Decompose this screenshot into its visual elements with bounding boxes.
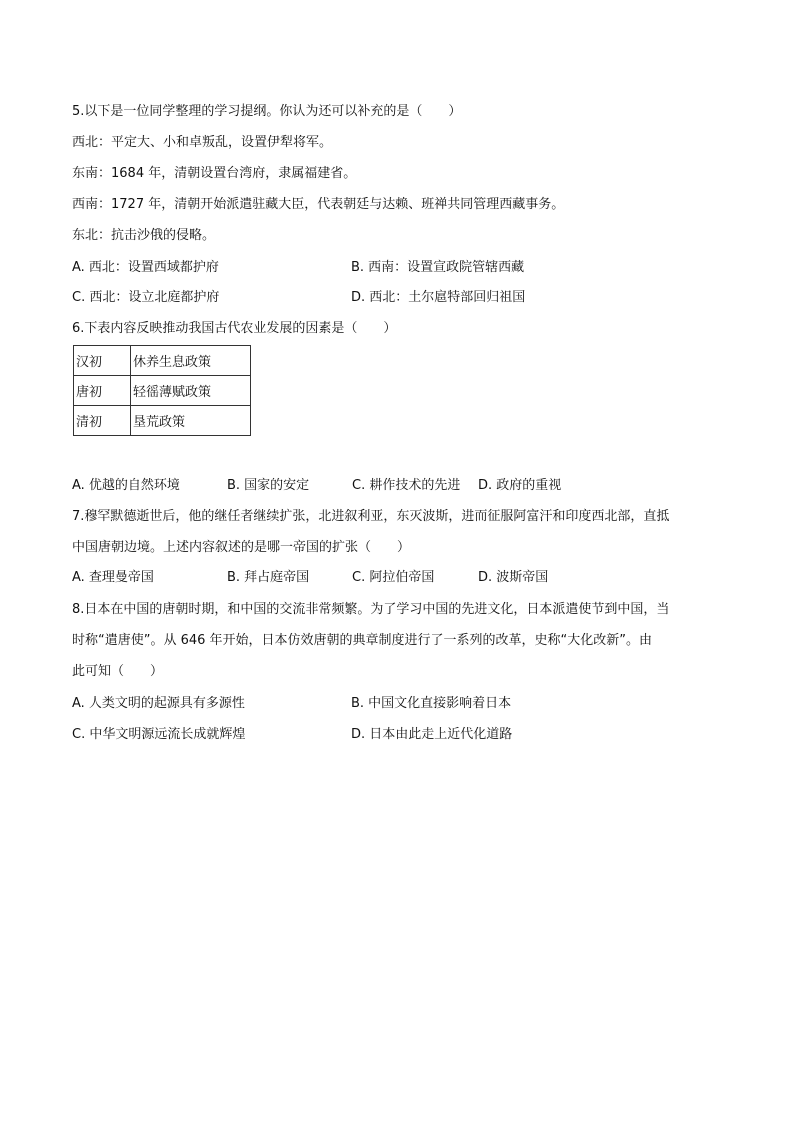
q8-option-c[interactable]: C. 中华文明源远流长成就辉煌	[72, 727, 246, 742]
table-cell-period: 汉初	[74, 346, 131, 376]
q5-stem: 5.以下是一位同学整理的学习提纲。你认为还可以补充的是（ ）	[72, 104, 462, 119]
table-cell-period: 清初	[74, 406, 131, 436]
q5-line-southeast: 东南：1684 年，清朝设置台湾府，隶属福建省。	[72, 166, 357, 181]
q7-stem-line-2: 中国唐朝边境。上述内容叙述的是哪一帝国的扩张（ ）	[72, 540, 411, 555]
q6-option-a[interactable]: A. 优越的自然环境	[72, 478, 180, 493]
table-row	[74, 346, 251, 376]
q6-option-b[interactable]: B. 国家的安定	[227, 478, 310, 493]
q6-table	[73, 345, 251, 436]
q5-option-d[interactable]: D. 西北：土尔扈特部回归祖国	[351, 290, 526, 305]
q5-option-a[interactable]: A. 西北：设置西域都护府	[72, 260, 219, 275]
table-row	[74, 406, 251, 436]
q8-option-a[interactable]: A. 人类文明的起源具有多源性	[72, 696, 245, 711]
table-cell-policy: 休养生息政策	[131, 346, 251, 376]
q8-option-d[interactable]: D. 日本由此走上近代化道路	[351, 727, 513, 742]
q7-option-c[interactable]: C. 阿拉伯帝国	[352, 570, 435, 585]
table-row	[74, 376, 251, 406]
q5-line-southwest: 西南：1727 年，清朝开始派遣驻藏大臣，代表朝廷与达赖、班禅共同管理西藏事务。	[72, 197, 565, 212]
q5-line-northeast: 东北：抗击沙俄的侵略。	[72, 228, 216, 243]
table-cell-policy: 垦荒政策	[131, 406, 251, 436]
q6-option-c[interactable]: C. 耕作技术的先进	[352, 478, 461, 493]
q7-option-d[interactable]: D. 波斯帝国	[478, 570, 549, 585]
table-cell-policy: 轻徭薄赋政策	[131, 376, 251, 406]
q8-option-b[interactable]: B. 中国文化直接影响着日本	[351, 696, 512, 711]
q5-option-b[interactable]: B. 西南：设置宣政院管辖西藏	[351, 260, 525, 275]
q5-option-c[interactable]: C. 西北：设立北庭都护府	[72, 290, 220, 305]
q8-stem-line-1: 8.日本在中国的唐朝时期，和中国的交流非常频繁。为了学习中国的先进文化，日本派遣使节到中国，当	[72, 602, 670, 617]
q5-line-northwest: 西北：平定大、小和卓叛乱，设置伊犁将军。	[72, 135, 333, 150]
q7-option-b[interactable]: B. 拜占庭帝国	[227, 570, 310, 585]
q7-stem-line-1: 7.穆罕默德逝世后，他的继任者继续扩张，北进叙利亚，东灭波斯，进而征服阿富汗和印度西北部，直抵	[72, 509, 670, 524]
q6-stem: 6.下表内容反映推动我国古代农业发展的因素是（ ）	[72, 321, 397, 336]
q7-option-a[interactable]: A. 查理曼帝国	[72, 570, 154, 585]
q6-option-d[interactable]: D. 政府的重视	[478, 478, 562, 493]
q8-stem-line-3: 此可知（ ）	[72, 664, 164, 679]
table-cell-period: 唐初	[74, 376, 131, 406]
q8-stem-line-2: 时称“遣唐使”。从 646 年开始，日本仿效唐朝的典章制度进行了一系列的改革，史称“大化改新”。由	[72, 633, 653, 648]
